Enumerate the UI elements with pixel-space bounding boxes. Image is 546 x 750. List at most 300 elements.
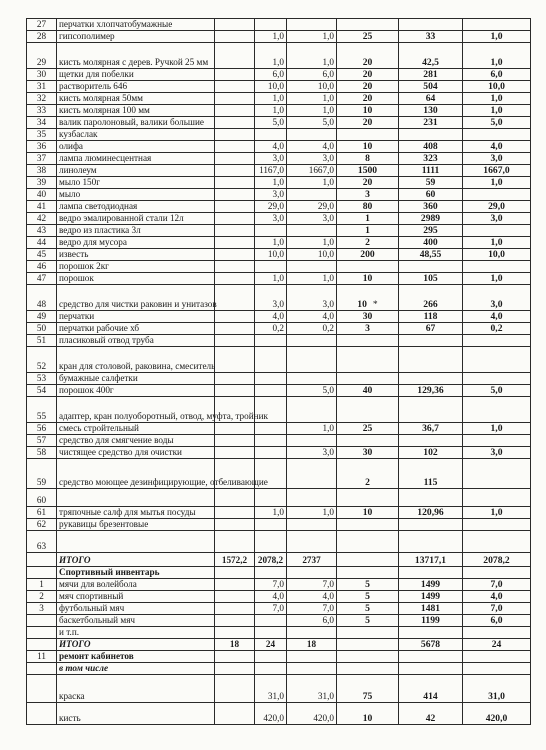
extra-value-cell (215, 93, 255, 105)
quantity-actual-cell (287, 397, 337, 423)
total-quantity-cell (463, 663, 531, 675)
quantity-actual-cell: 6,0 (287, 69, 337, 81)
quantity-planned-cell: 1,0 (255, 93, 287, 105)
amount-cell: 20 (337, 93, 399, 105)
quantity-actual-cell: 1,0 (287, 105, 337, 117)
amount-cell: 10 * (337, 285, 399, 311)
quantity-planned-cell: 1,0 (255, 507, 287, 519)
extra-value-cell (215, 69, 255, 81)
quantity-actual-cell: 4,0 (287, 141, 337, 153)
amount-cell: 20 (337, 177, 399, 189)
price-cell (399, 261, 463, 273)
table-row (27, 507, 531, 519)
total-row (27, 553, 531, 567)
amount-cell: 5 (337, 615, 399, 627)
extra-value-cell (215, 249, 255, 261)
amount-cell: 2 (337, 237, 399, 249)
total-quantity-cell: 1,0 (463, 237, 531, 249)
table-row (27, 675, 531, 703)
quantity-planned-cell (255, 531, 287, 553)
total-quantity-cell: 3,0 (463, 153, 531, 165)
row-number-cell (27, 675, 57, 703)
inventory-table (26, 18, 531, 725)
quantity-actual-cell (287, 531, 337, 553)
row-number-cell: 40 (27, 189, 57, 201)
extra-value-cell (215, 603, 255, 615)
row-number-cell: 30 (27, 69, 57, 81)
item-name-cell: порошок 2кг (57, 261, 215, 273)
amount-cell: 20 (337, 81, 399, 93)
item-name-cell: растворитель 646 (57, 81, 215, 93)
amount-cell (337, 19, 399, 31)
price-cell: 115 (399, 459, 463, 489)
table-row (27, 189, 531, 201)
total-quantity-cell: 7,0 (463, 603, 531, 615)
table-row (27, 311, 531, 323)
item-name-cell: лампа светодиодная (57, 201, 215, 213)
table-row (27, 225, 531, 237)
price-cell: 1499 (399, 579, 463, 591)
price-cell: 1499 (399, 591, 463, 603)
table-row (27, 177, 531, 189)
amount-cell (337, 531, 399, 553)
quantity-planned-cell: 0,2 (255, 323, 287, 335)
total-quantity-cell: 24 (463, 639, 531, 651)
quantity-actual-cell (287, 335, 337, 347)
quantity-planned-cell: 4,0 (255, 311, 287, 323)
quantity-actual-cell: 1,0 (287, 423, 337, 435)
quantity-planned-cell (255, 347, 287, 373)
row-number-cell: 3 (27, 603, 57, 615)
extra-value-cell (215, 373, 255, 385)
item-name-cell: и т.п. (57, 627, 215, 639)
quantity-actual-cell (287, 129, 337, 141)
price-cell: 48,55 (399, 249, 463, 261)
item-name-cell: средство для чистки раковин и унитазов (57, 285, 215, 311)
table-row (27, 459, 531, 489)
item-name-cell: щетки для побелки (57, 69, 215, 81)
price-cell: 60 (399, 189, 463, 201)
extra-value-cell (215, 177, 255, 189)
quantity-planned-cell: 1,0 (255, 273, 287, 285)
row-number-cell: 27 (27, 19, 57, 31)
extra-value-cell (215, 31, 255, 43)
price-cell: 5678 (399, 639, 463, 651)
total-quantity-cell (463, 531, 531, 553)
table-row (27, 397, 531, 423)
amount-cell (337, 335, 399, 347)
item-name-cell: мячи для волейбола (57, 579, 215, 591)
quantity-actual-cell (287, 489, 337, 507)
total-quantity-cell: 3,0 (463, 285, 531, 311)
price-cell: 13717,1 (399, 553, 463, 567)
section-heading-row (27, 567, 531, 579)
item-name-cell: мыло (57, 189, 215, 201)
amount-cell (337, 397, 399, 423)
item-name-cell: средство для смягчение воды (57, 435, 215, 447)
table-row (27, 141, 531, 153)
quantity-actual-cell: 4,0 (287, 311, 337, 323)
price-cell: 408 (399, 141, 463, 153)
extra-value-cell (215, 335, 255, 347)
row-number-cell: 54 (27, 385, 57, 397)
quantity-actual-cell (287, 459, 337, 489)
row-number-cell: 43 (27, 225, 57, 237)
total-quantity-cell: 1,0 (463, 43, 531, 69)
quantity-actual-cell: 6,0 (287, 615, 337, 627)
row-number-cell: 63 (27, 531, 57, 553)
item-name-cell: ИТОГО (57, 553, 215, 567)
row-number-cell: 60 (27, 489, 57, 507)
row-number-cell: 59 (27, 459, 57, 489)
table-row (27, 627, 531, 639)
table-row (27, 285, 531, 311)
extra-value-cell (215, 311, 255, 323)
extra-value-cell (215, 117, 255, 129)
quantity-planned-cell: 1,0 (255, 237, 287, 249)
item-name-cell: в том числе (57, 663, 215, 675)
price-cell: 323 (399, 153, 463, 165)
extra-value-cell (215, 615, 255, 627)
quantity-planned-cell (255, 19, 287, 31)
total-quantity-cell: 3,0 (463, 213, 531, 225)
item-name-cell: порошок 400г (57, 385, 215, 397)
item-name-cell: ремонт кабинетов (57, 651, 215, 663)
amount-cell: 80 (337, 201, 399, 213)
quantity-planned-cell: 3,0 (255, 153, 287, 165)
total-quantity-cell: 6,0 (463, 615, 531, 627)
quantity-planned-cell: 10,0 (255, 249, 287, 261)
quantity-actual-cell: 7,0 (287, 579, 337, 591)
table-row (27, 603, 531, 615)
row-number-cell: 2 (27, 591, 57, 603)
price-cell (399, 519, 463, 531)
quantity-actual-cell: 0,2 (287, 323, 337, 335)
total-quantity-cell: 1,0 (463, 31, 531, 43)
extra-value-cell (215, 19, 255, 31)
price-cell: 504 (399, 81, 463, 93)
row-number-cell: 42 (27, 213, 57, 225)
price-cell (399, 373, 463, 385)
total-quantity-cell: 4,0 (463, 141, 531, 153)
table-row (27, 69, 531, 81)
table-row (27, 347, 531, 373)
item-name-cell: линолеум (57, 165, 215, 177)
row-number-cell: 53 (27, 373, 57, 385)
quantity-planned-cell: 3,0 (255, 285, 287, 311)
row-number-cell: 39 (27, 177, 57, 189)
table-row (27, 81, 531, 93)
extra-value-cell (215, 531, 255, 553)
table-row (27, 19, 531, 31)
price-cell (399, 347, 463, 373)
row-number-cell: 34 (27, 117, 57, 129)
extra-value-cell (215, 153, 255, 165)
price-cell: 1111 (399, 165, 463, 177)
quantity-actual-cell: 1,0 (287, 177, 337, 189)
quantity-planned-cell: 420,0 (255, 703, 287, 725)
item-name-cell: краска (57, 675, 215, 703)
quantity-actual-cell: 2737 (287, 553, 337, 567)
price-cell: 102 (399, 447, 463, 459)
row-number-cell: 48 (27, 285, 57, 311)
item-name-cell: известь (57, 249, 215, 261)
total-quantity-cell (463, 627, 531, 639)
table-body (27, 19, 531, 725)
item-name-cell: средство моющее дезинфицирующие, отбеливающие (57, 459, 215, 489)
extra-value-cell (215, 189, 255, 201)
extra-value-cell (215, 489, 255, 507)
amount-cell: 25 (337, 423, 399, 435)
quantity-planned-cell: 3,0 (255, 213, 287, 225)
price-cell: 295 (399, 225, 463, 237)
quantity-actual-cell: 3,0 (287, 285, 337, 311)
extra-value-cell (215, 579, 255, 591)
row-number-cell: 37 (27, 153, 57, 165)
price-cell (399, 627, 463, 639)
price-cell (399, 567, 463, 579)
table-row (27, 323, 531, 335)
section-heading-row (27, 651, 531, 663)
extra-value-cell (215, 567, 255, 579)
row-number-cell: 49 (27, 311, 57, 323)
quantity-actual-cell: 5,0 (287, 117, 337, 129)
item-name-cell: бумажные салфетки (57, 373, 215, 385)
item-name-cell: адаптер, кран полуоборотный, отвод, муфта, тройник (57, 397, 215, 423)
quantity-planned-cell (255, 373, 287, 385)
amount-cell: 10 (337, 273, 399, 285)
item-name-cell: перчатки хлопчатобумажные (57, 19, 215, 31)
item-name-cell (57, 531, 215, 553)
extra-value-cell (215, 347, 255, 373)
row-number-cell: 31 (27, 81, 57, 93)
item-name-cell: кисть молярная 50мм (57, 93, 215, 105)
total-quantity-cell (463, 373, 531, 385)
total-quantity-cell (463, 189, 531, 201)
row-number-cell: 1 (27, 579, 57, 591)
table-row (27, 615, 531, 627)
total-quantity-cell: 1,0 (463, 105, 531, 117)
total-quantity-cell (463, 225, 531, 237)
extra-value-cell (215, 165, 255, 177)
extra-value-cell (215, 201, 255, 213)
asterisk-mark: * (372, 298, 378, 310)
price-cell: 67 (399, 323, 463, 335)
quantity-planned-cell: 31,0 (255, 675, 287, 703)
quantity-planned-cell (255, 663, 287, 675)
row-number-cell (27, 553, 57, 567)
quantity-actual-cell: 1,0 (287, 43, 337, 69)
total-quantity-cell (463, 651, 531, 663)
quantity-actual-cell: 18 (287, 639, 337, 651)
total-quantity-cell: 4,0 (463, 311, 531, 323)
quantity-planned-cell (255, 423, 287, 435)
quantity-actual-cell: 29,0 (287, 201, 337, 213)
amount-cell: 30 (337, 311, 399, 323)
extra-value-cell (215, 627, 255, 639)
amount-cell: 25 (337, 31, 399, 43)
quantity-actual-cell (287, 651, 337, 663)
row-number-cell (27, 639, 57, 651)
table-row (27, 129, 531, 141)
quantity-planned-cell: 1,0 (255, 105, 287, 117)
item-name-cell: перчатки (57, 311, 215, 323)
row-number-cell: 57 (27, 435, 57, 447)
total-quantity-cell: 1,0 (463, 177, 531, 189)
extra-value-cell (215, 703, 255, 725)
amount-cell: 10 (337, 703, 399, 725)
amount-cell: 20 (337, 43, 399, 69)
price-cell: 266 (399, 285, 463, 311)
quantity-planned-cell: 1,0 (255, 43, 287, 69)
row-number-cell: 33 (27, 105, 57, 117)
table-row (27, 165, 531, 177)
quantity-actual-cell (287, 261, 337, 273)
amount-cell: 30 (337, 447, 399, 459)
price-cell (399, 335, 463, 347)
extra-value-cell (215, 435, 255, 447)
table-row (27, 261, 531, 273)
total-quantity-cell: 1667,0 (463, 165, 531, 177)
total-row (27, 639, 531, 651)
price-cell: 1199 (399, 615, 463, 627)
total-quantity-cell: 1,0 (463, 423, 531, 435)
item-name-cell: рукавицы брезентовые (57, 519, 215, 531)
total-quantity-cell (463, 435, 531, 447)
total-quantity-cell: 0,2 (463, 323, 531, 335)
item-name-cell: кран для столовой, раковина, смеситель (57, 347, 215, 373)
quantity-planned-cell (255, 651, 287, 663)
amount-cell: 1500 (337, 165, 399, 177)
quantity-actual-cell (287, 663, 337, 675)
extra-value-cell (215, 663, 255, 675)
quantity-actual-cell (287, 519, 337, 531)
price-cell: 33 (399, 31, 463, 43)
row-number-cell (27, 663, 57, 675)
price-cell: 36,7 (399, 423, 463, 435)
amount-cell (337, 663, 399, 675)
table-row (27, 579, 531, 591)
quantity-actual-cell: 420,0 (287, 703, 337, 725)
row-number-cell: 62 (27, 519, 57, 531)
table-row (27, 423, 531, 435)
price-cell: 118 (399, 311, 463, 323)
row-number-cell (27, 627, 57, 639)
price-cell: 105 (399, 273, 463, 285)
amount-cell: 3 (337, 323, 399, 335)
quantity-actual-cell (287, 567, 337, 579)
total-quantity-cell: 3,0 (463, 447, 531, 459)
quantity-planned-cell (255, 261, 287, 273)
item-name-cell: олифа (57, 141, 215, 153)
quantity-planned-cell: 1,0 (255, 177, 287, 189)
quantity-planned-cell (255, 435, 287, 447)
row-number-cell: 28 (27, 31, 57, 43)
price-cell: 64 (399, 93, 463, 105)
table-row (27, 93, 531, 105)
total-quantity-cell: 6,0 (463, 69, 531, 81)
amount-cell: 5 (337, 603, 399, 615)
item-name-cell: футбольный мяч (57, 603, 215, 615)
amount-cell (337, 519, 399, 531)
quantity-planned-cell: 24 (255, 639, 287, 651)
row-number-cell (27, 615, 57, 627)
row-number-cell: 38 (27, 165, 57, 177)
quantity-actual-cell (287, 225, 337, 237)
price-cell: 130 (399, 105, 463, 117)
total-quantity-cell: 5,0 (463, 385, 531, 397)
amount-cell (337, 129, 399, 141)
quantity-actual-cell: 10,0 (287, 249, 337, 261)
quantity-planned-cell (255, 129, 287, 141)
amount-cell: 5 (337, 579, 399, 591)
row-number-cell: 61 (27, 507, 57, 519)
extra-value-cell (215, 385, 255, 397)
extra-value-cell (215, 213, 255, 225)
total-quantity-cell (463, 489, 531, 507)
amount-cell: 200 (337, 249, 399, 261)
amount-cell (337, 347, 399, 373)
quantity-actual-cell: 10,0 (287, 81, 337, 93)
item-name-cell: ведро из пластика 3л (57, 225, 215, 237)
row-number-cell: 32 (27, 93, 57, 105)
price-cell: 414 (399, 675, 463, 703)
item-name-cell: ведро эмалированной стали 12л (57, 213, 215, 225)
table-row (27, 213, 531, 225)
extra-value-cell (215, 519, 255, 531)
item-name-cell: кисть молярная с дерев. Ручкой 25 мм (57, 43, 215, 69)
quantity-planned-cell (255, 385, 287, 397)
table-row (27, 435, 531, 447)
quantity-planned-cell: 5,0 (255, 117, 287, 129)
total-quantity-cell (463, 19, 531, 31)
quantity-planned-cell (255, 489, 287, 507)
amount-cell: 3 (337, 189, 399, 201)
price-cell (399, 435, 463, 447)
amount-cell (337, 639, 399, 651)
item-name-cell: баскетбольный мяч (57, 615, 215, 627)
quantity-actual-cell: 1667,0 (287, 165, 337, 177)
quantity-actual-cell: 5,0 (287, 385, 337, 397)
price-cell: 281 (399, 69, 463, 81)
row-number-cell: 41 (27, 201, 57, 213)
quantity-planned-cell (255, 519, 287, 531)
price-cell: 42 (399, 703, 463, 725)
row-number-cell: 51 (27, 335, 57, 347)
total-quantity-cell: 10,0 (463, 249, 531, 261)
table-row (27, 373, 531, 385)
quantity-actual-cell (287, 347, 337, 373)
quantity-planned-cell (255, 615, 287, 627)
quantity-planned-cell: 4,0 (255, 591, 287, 603)
quantity-actual-cell: 3,0 (287, 447, 337, 459)
row-number-cell: 45 (27, 249, 57, 261)
item-name-cell (57, 489, 215, 507)
row-number-cell: 52 (27, 347, 57, 373)
extra-value-cell (215, 447, 255, 459)
total-quantity-cell (463, 335, 531, 347)
amount-cell (337, 489, 399, 507)
row-number-cell: 29 (27, 43, 57, 69)
item-name-cell: лампа люминесцентная (57, 153, 215, 165)
row-number-cell: 47 (27, 273, 57, 285)
extra-value-cell (215, 591, 255, 603)
row-number-cell: 56 (27, 423, 57, 435)
quantity-planned-cell: 6,0 (255, 69, 287, 81)
price-cell (399, 19, 463, 31)
table-row (27, 519, 531, 531)
table-row (27, 105, 531, 117)
